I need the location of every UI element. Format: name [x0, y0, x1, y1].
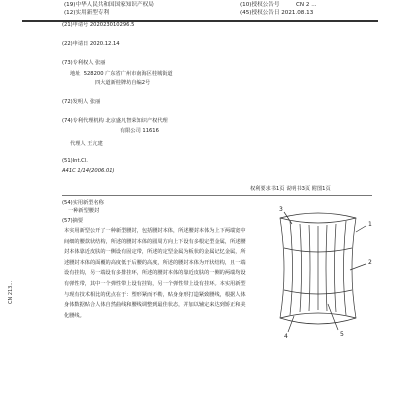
biblio-holder: (73)专利权人 张丽 — [62, 60, 106, 66]
leader-1 — [356, 226, 366, 232]
leader-2 — [350, 264, 366, 270]
biblio-agency-line2: 有限公司 11616 — [120, 128, 159, 134]
pub-no: CN 2 ... — [296, 2, 317, 8]
biblio-intcl: (51)Int.Cl. — [62, 158, 88, 164]
figure-label-1: 1 — [368, 221, 372, 228]
pub-date: (45)授权公告日 2021.08.13 — [240, 10, 314, 16]
abstract-text: 本实用新型公开了一种新型腰封，包括腰封本体，所述腰封本体为上下两端宽中间细的腰款状结构，所述的腰封本体的圆周方向上下设有多根定型金属，所述腰封本体靠近皮肤的一侧设有固定带，所述的定型金属为板状的金属记忆金属，所述腰封本体的面覆的高度低于后腰的高度，所述的腰封本体为开状结构，且一端设有挂钩，另一端设有多排挂环，所述的腰封本体的靠近皮肤的一侧的两端均设有弹性带，其中一个弹性带上设有挂钩，另一个弹性带上设有挂环。本实用新型与现有技术相比的优点在于：塑形紧而不勒，贴身身形打造紧致腰线，根据人体身体数据贴合人体自然曲线和腰线调整到最佳状态，并加以辅定来达到矫正和美化腰线。 — [64, 228, 246, 319]
biblio-address-line2: 四大道新桂牌坊自编2号 — [95, 80, 151, 86]
section-rule — [62, 195, 372, 196]
patent-country: (19)中华人民共和国国家知识产权局 — [64, 2, 154, 8]
bone-7 — [344, 221, 347, 315]
bottom-edge — [280, 313, 356, 318]
leader-3 — [284, 212, 292, 224]
bone-1 — [290, 221, 293, 315]
patent-drawing — [258, 204, 378, 344]
abstract-label: (57)摘要 — [62, 218, 84, 224]
figure-label-3: 3 — [279, 206, 283, 213]
biblio-ipc: A41C 1/14(2006.01) — [62, 168, 115, 174]
figure-label-4: 4 — [284, 333, 288, 340]
figure-label-5: 5 — [340, 331, 344, 338]
title-label: (54)实用新型名称 — [62, 200, 104, 206]
bone-6 — [335, 224, 337, 312]
biblio-inventor: (72)发明人 张丽 — [62, 99, 101, 105]
patent-type: (12)实用新型专利 — [64, 10, 110, 16]
top-edge — [280, 218, 356, 223]
biblio-agent: 代理人 王亢建 — [70, 141, 103, 147]
biblio-app-no: (21)申请号 202023010296.5 — [62, 22, 135, 28]
pub-no-label: (10)授权公告号 — [240, 2, 280, 8]
biblio-agency: (74)专利代理机构 北京盛凡智荣知识产权代理 — [62, 118, 168, 124]
side-pub-number: CN 213... — [8, 280, 14, 304]
biblio-address: 地址 528200 广东省广州市南海区桂城街道 — [70, 71, 173, 77]
bone-5 — [326, 225, 327, 311]
leader-5 — [328, 304, 338, 330]
page-counts: 权利要求书1页 说明书3页 附图1页 — [250, 186, 331, 192]
bone-2 — [300, 224, 302, 312]
leader-4 — [288, 316, 294, 332]
biblio-app-date: (22)申请日 2020.12.14 — [62, 41, 120, 47]
bone-3 — [309, 225, 310, 311]
figure-label-2: 2 — [368, 259, 372, 266]
title: 一种新型腰封 — [68, 208, 100, 214]
